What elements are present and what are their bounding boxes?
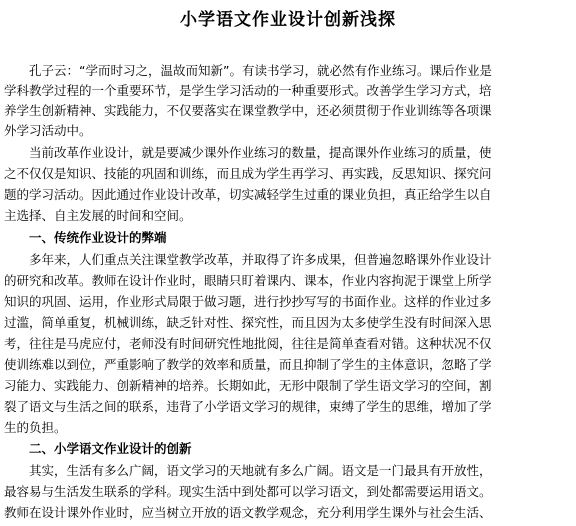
- paragraph-line: 题的学习活动。因此通过作业设计改革，切实减轻学生过重的课业负担，真正给学生以自: [4, 187, 492, 202]
- paragraph-line: 养学生创新精神、实践能力，不仅要落实在课堂教学中，还必须贯彻于作业训练等各项课: [4, 103, 492, 118]
- paragraph-line: 考，往往是马虎应付，老师没有时间研究性地批阅，往往是简单查看对错。这种状况不仅: [4, 336, 492, 351]
- paragraph-line: 之不仅仅是知识、技能的巩固和训练，而且成为学生再学习、再实践，反思知识、探究问: [4, 166, 492, 181]
- paragraph-line: 的研究和改革。教师在设计作业时，眼睛只盯着课内、课本，作业内容拘泥于课堂上所学: [4, 273, 492, 288]
- paragraph-line: 使训练难以到位，严重影响了教学的效率和质量，而且抑制了学生的主体意识，忽略了学: [4, 357, 492, 372]
- paragraph-line: 学科教学过程的一个重要环节，是学生学习活动的一种重要形式。改善学生学习方式，培: [4, 83, 492, 98]
- paragraph-line: 裂了语文与生活之间的联系，违背了小学语文学习的规律，束缚了学生的思维，增加了学: [4, 399, 492, 414]
- document-title: 小学语文作业设计创新浅探: [180, 10, 396, 30]
- paragraph-line: 多年来，人们重点关注课堂教学改革，并取得了许多成果，但普遍忽略课外作业设计: [4, 252, 492, 267]
- paragraph-line: 最容易与生活发生联系的学科。现实生活中到处都可以学习语文，到处都需要运用语文。: [4, 484, 492, 499]
- paragraph-line: 教师在设计课外作业时，应当树立开放的语文教学观念，充分利用学生课外与社会生活、: [4, 505, 492, 520]
- section-heading-1: 一、传统作业设计的弊端: [4, 230, 167, 245]
- paragraph-line: 过滥，简单重复，机械训练，缺乏针对性、探究性，而且因为太多使学生没有时间深入思: [4, 315, 492, 330]
- paragraph-line: 习能力、实践能力、创新精神的培养。长期如此，无形中限制了学生语文学习的空间，割: [4, 378, 492, 393]
- paragraph-line: 知识的巩固、运用，作业形式局限于做习题，进行抄抄写写的书面作业。这样的作业过多: [4, 294, 492, 309]
- section-heading-2: 二、小学语文作业设计的创新: [4, 441, 192, 456]
- paragraph-line: 外学习活动中。: [4, 123, 92, 138]
- paragraph-line: 其实，生活有多么广阔，语文学习的天地就有多么广阔。语文是一门最具有开放性，: [4, 463, 492, 478]
- paragraph-line: 孔子云：“学而时习之，温故而知新”。有读书学习，就必然有作业练习。课后作业是: [4, 63, 492, 78]
- paragraph-line: 主选择、自主发展的时间和空间。: [4, 208, 192, 223]
- paragraph-line: 生的负担。: [4, 420, 67, 435]
- paragraph-line: 当前改革作业设计，就是要减少课外作业练习的数量，提高课外作业练习的质量，使: [4, 145, 492, 160]
